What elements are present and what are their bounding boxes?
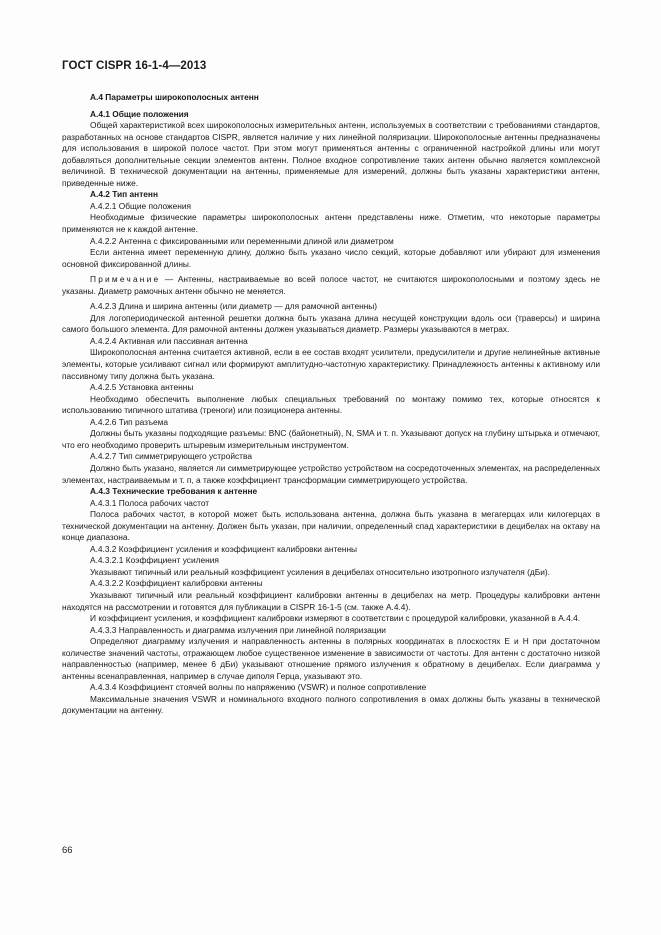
note-text: Антенны, настраиваемые во всей полосе частот, не считаются широкополосными и поэтому здесь не указаны. Диаметр рамочных антенн обычно не меняется. [62, 274, 600, 296]
a422-text: Если антенна имеет переменную длину, должно быть указано число секций, которые добавляют или убирают для изменения основной фиксированной длины. [62, 247, 600, 269]
a432-heading: А.4.3.2 Коэффициент усиления и коэффициент калибровки антенны [90, 543, 358, 554]
a422-heading: А.4.2.2 Антенна с фиксированными или переменными длиной или диаметром [90, 235, 394, 246]
section-a43-heading: А.4.3 Технические требования к антенне [90, 486, 258, 497]
a426-heading: А.4.2.6 Тип разъема [90, 416, 169, 427]
a4322-heading: А.4.3.2.2 Коэффициент калибровки антенны [90, 578, 263, 589]
a431-heading: А.4.3.1 Полоса рабочих частот [90, 497, 210, 508]
a426-text: Должны быть указаны подходящие разъемы: BNC (байонетный), N, SMA и т. п. Указывают допуск на глубину штырька и отмечают, что его необходимо проверить штыревым измерительным инструментом. [62, 428, 600, 450]
a4321-heading: А.4.3.2.1 Коэффициент усиления [90, 555, 219, 566]
a433-heading: А.4.3.3 Направленность и диаграмма излучения при линейной поляризации [90, 624, 386, 635]
a4321-text: Указывают типичный или реальный коэффициент усиления в децибелах относительно изотропного излучателя (дБи). [90, 566, 550, 577]
a4322-text-1: Указывают типичный или реальный коэффициент калибровки антенны в децибелах на метр. Процедуры калибровки антенн находятся на рассмотрении и готовятся для публикации в CISPR 16-1-5 (см. также А.4.4). [62, 589, 600, 612]
section-a41-heading: А.4.1 Общие положения [90, 108, 189, 119]
a433-text-1: Определяют диаграмму излучения и направленность антенны в полярных координатах в плоскостях Е и Н при достаточном количестве значений частоты, отражающем любое существенное изменение в зависимости от частоты. Для антенн с достаточно низкой направленностью (например, менее 6 дБи) указывают отношение прямого излучения к обратному в децибелах. Если диаграмма у антенны всенаправленная, например в случае диполя Герца, указывают это. [62, 636, 600, 681]
a423-heading: А.4.2.3 Длина и ширина антенны (или диаметр — для рамочной антенны) [90, 301, 378, 312]
a427-text: Должно быть указано, является ли симметрирующее устройство устройством на сосредоточенных элементах, на распределенных элементах, настраиваемым и т. п, а также коэффициент трансформации симметрирующего устройства. [62, 462, 600, 485]
a427-heading: А.4.2.7 Тип симметрирующего устройства [90, 451, 252, 462]
a424-heading: А.4.2.4 Активная или пассивная антенна [90, 335, 248, 346]
a421-text: Необходимые физические параметры широкополосных антенн представлены ниже. Отметим, что некоторые параметры применяются не к каждой антенне. [62, 212, 600, 235]
a424-text: Широкополосная антенна считается активной, если в ее состав входят усилители, предусилители и другие нелинейные активные элементы, которые усиливают сигнал или формируют амплитудно-частотную характеристику. Принадлежность антенны к активному или пассивному типу должна быть указана. [62, 347, 600, 381]
a41-text: Общей характеристикой всех широкополосных измерительных антенн, используемых в соответствии с требованиями стандартов, разработанных на основе стандартов CISPR, является наличие у них линейной поляризации. Широкополосные антенны предназначены для использования в широкой полосе частот. При этом могут применяться антенны с ограниченной настройкой длины или могут добавляться дополнительные секции элементов антенн. Полное входное сопротивление таких антенн обычно является комплексной величиной. В технической документации на антенны, применяемые для измерений, должны быть указаны характеристики антенн, приведенные ниже. [62, 120, 600, 188]
a431-text: Полоса рабочих частот, в которой может быть использована антенна, должна быть указана в мегагерцах или килогерцах в технической документации на антенну. Должен быть указан, при наличии, определенный спад характеристики в децибелах на октаву на конце диапазона. [62, 509, 600, 543]
a4322-text-2: И коэффициент усиления, и коэффициент калибровки измеряют в соответствии с процедурой калибровки, указанной в А.4.4. [90, 613, 581, 624]
section-a4-heading: А.4 Параметры широкополосных антенн [90, 92, 259, 102]
note-prefix: Примечание [90, 274, 161, 285]
a434-text: Максимальные значения VSWR и номинального входного полного сопротивления в омах должны быть указаны в технической документации на антенну. [62, 693, 600, 716]
a422-note [62, 274, 600, 297]
document-header: ГОСТ CISPR 16-1-4—2013 [62, 60, 207, 72]
a434-heading: А.4.3.4 Коэффициент стоячей волны по напряжению (VSWR) и полное сопротивление [90, 682, 427, 693]
a421-heading: А.4.2.1 Общие положения [90, 200, 192, 211]
section-a42-heading: А.4.2 Тип антенн [90, 189, 159, 200]
a425-text: Необходимо обеспечить выполнение любых специальных требований по монтажу помимо тех, которые относятся к использованию типичного штатива (треноги) или позиционера антенны. [62, 393, 600, 416]
note-dash: — [164, 274, 174, 285]
a425-heading: А.4.2.5 Установка антенны [90, 382, 194, 393]
page-number: 66 [62, 845, 73, 856]
document-body [62, 92, 600, 717]
a423-text: Для логопериодической антенной решетки должна быть указана длина несущей конструкции вдоль оси (траверсы) и ширина самого большого элемента. Для рамочной антенны должен указываться диаметр. Размеры указываются в метрах. [62, 312, 600, 335]
